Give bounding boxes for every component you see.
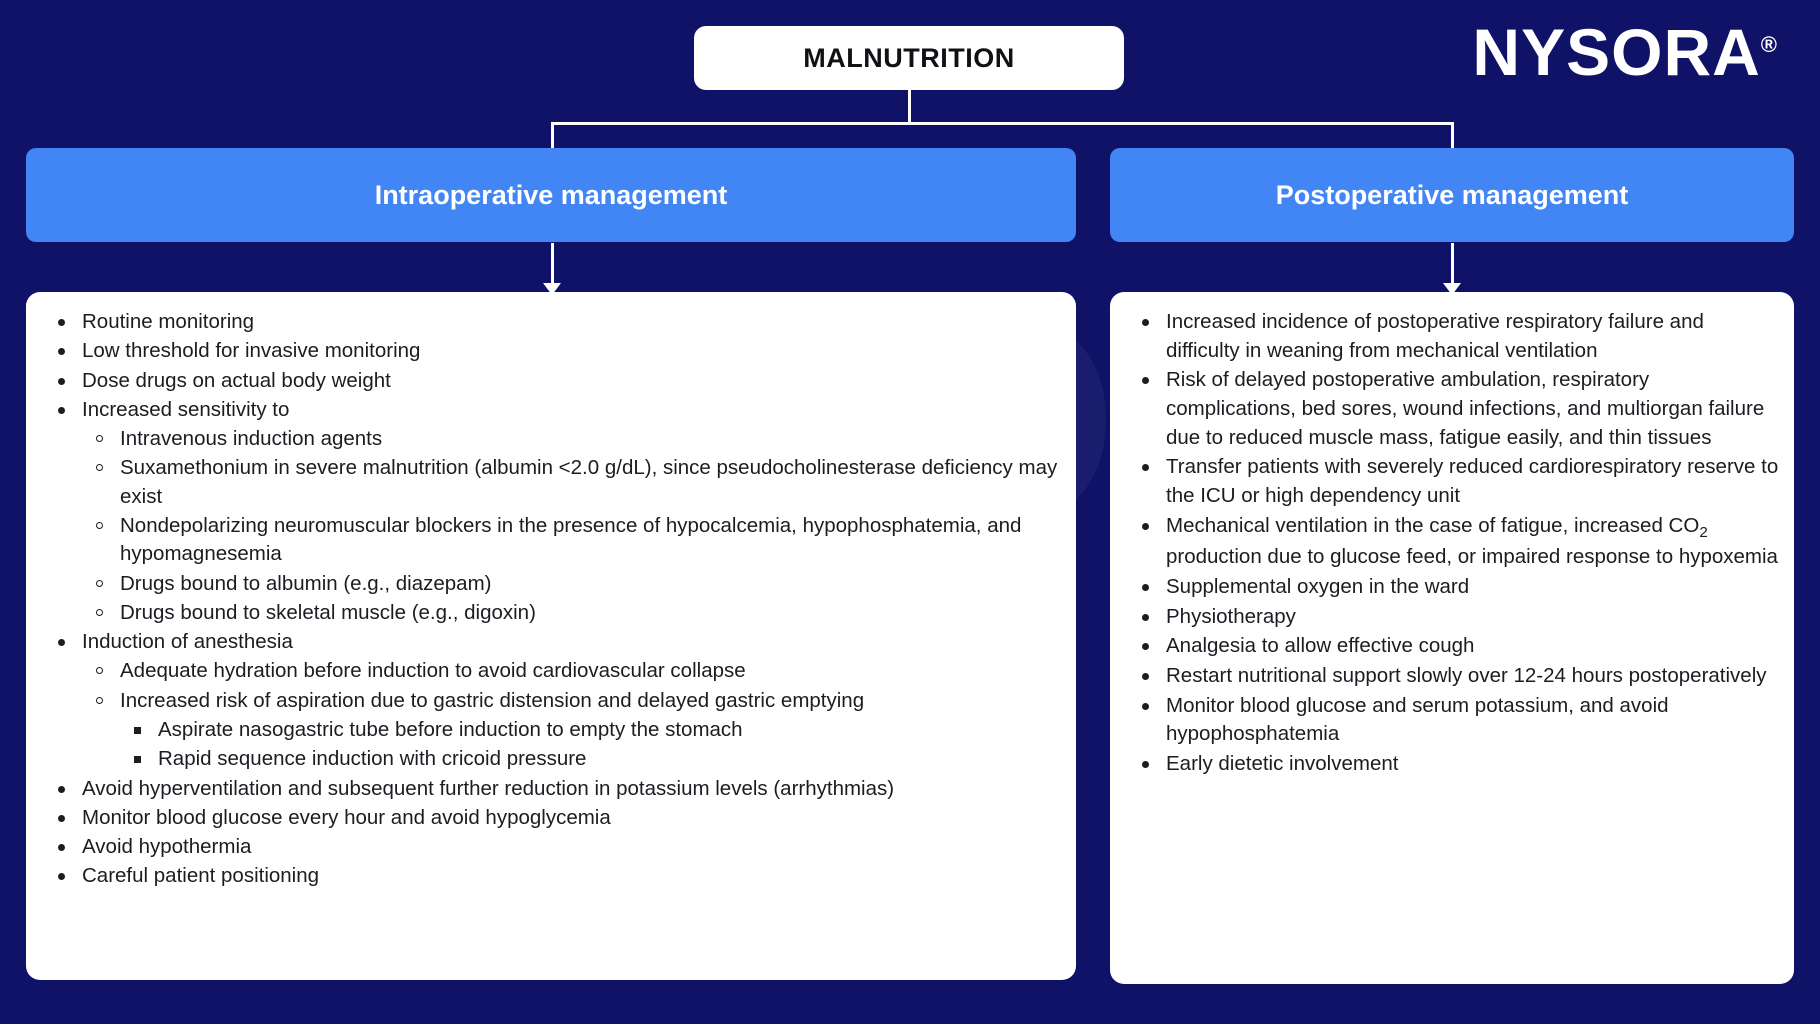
list-item [1132, 692, 1780, 749]
list-item [1132, 453, 1780, 510]
list-item-text: Routine monitoring [82, 310, 255, 333]
list-item [1132, 573, 1780, 602]
list-item-text: Intravenous induction agents [120, 427, 383, 451]
list-item-text: Risk of delayed postoperative ambulation, respiratory complications, bed sores, wound infections, and multiorgan failure due to reduced muscle mass, fatigue easily, and thin tissues [1166, 368, 1765, 449]
list-item [1132, 750, 1780, 779]
list-item-text: Transfer patients with severely reduced cardiorespiratory reserve to the ICU or high dependency unit [1166, 455, 1779, 508]
list-item [48, 833, 1062, 861]
diagram-title-box [694, 26, 1124, 90]
column-header-postoperative [1110, 148, 1794, 242]
list-item-text: Supplemental oxygen in the ward [1166, 574, 1470, 598]
card-postoperative-management [1110, 292, 1794, 984]
list-item-text: Nondepolarizing neuromuscular blockers in the presence of hypocalcemia, hypophosphatemia, and hypomagnesemia [120, 513, 1022, 566]
list-item [48, 337, 1062, 365]
list-item [86, 512, 1062, 569]
list-item [86, 570, 1062, 598]
list-item-text: Increased sensitivity to [82, 397, 290, 421]
list-item [1132, 603, 1780, 632]
list-item-text: Analgesia to allow effective cough [1166, 634, 1475, 658]
list-item-text: Avoid hyperventilation and subsequent further reduction in potassium levels (arrhythmias) [82, 776, 895, 800]
list-item-text: Physiotherapy [1166, 604, 1296, 628]
list-item [86, 599, 1062, 627]
list-item-text: Avoid hypothermia [82, 835, 252, 859]
list-item-text: Drugs bound to skeletal muscle (e.g., digoxin) [120, 600, 536, 624]
list-item-text: Suxamethonium in severe malnutrition (albumin <2.0 g/dL), since pseudocholinesterase deficiency may exist [120, 456, 1058, 508]
list-item-text: Induction of anesthesia [82, 630, 293, 654]
list-item-text: Early dietetic involvement [1166, 751, 1399, 775]
list-item-text: Dose drugs on actual body weight [82, 368, 391, 392]
list-item-text: Restart nutritional support slowly over 12-24 hours postoperatively [1166, 663, 1767, 687]
list-item [1132, 512, 1780, 572]
list-item-text: Increased incidence of postoperative respiratory failure and difficulty in weaning from mechanical ventilation [1166, 310, 1704, 362]
list-item [48, 308, 1062, 336]
connector-left-drop-2 [551, 243, 554, 285]
card-intraoperative-management [26, 292, 1076, 980]
list-item [86, 687, 1062, 715]
page-title: MALNUTRITION [803, 42, 1015, 73]
list-item [1132, 662, 1780, 691]
list-item [1132, 366, 1780, 452]
list-item [48, 804, 1062, 832]
list-item [1132, 632, 1780, 661]
connector-left-drop [551, 122, 554, 150]
list-intraoperative [26, 292, 1076, 902]
connector-stem [908, 90, 911, 124]
list-item-text: Aspirate nasogastric tube before induction to empty the stomach [158, 717, 743, 741]
list-item [86, 657, 1062, 685]
list-item [124, 716, 1062, 744]
column-header-label: Postoperative management [1275, 179, 1629, 210]
list-item [1132, 308, 1780, 365]
list-postoperative [1110, 292, 1794, 790]
connector-right-drop-2 [1451, 243, 1454, 285]
list-item [48, 775, 1062, 803]
list-item-text: Drugs bound to albumin (e.g., diazepam) [120, 571, 492, 595]
list-item-text: Increased risk of aspiration due to gastric distension and delayed gastric emptying [120, 688, 865, 712]
registered-trademark-icon: ® [1760, 32, 1778, 57]
list-item-text: Rapid sequence induction with cricoid pressure [158, 747, 587, 771]
list-item-text: Adequate hydration before induction to avoid cardiovascular collapse [120, 659, 746, 683]
column-header-intraoperative [26, 148, 1076, 242]
nysora-logo [1472, 14, 1778, 90]
connector-horizontal [551, 122, 1454, 125]
list-item [48, 862, 1062, 890]
column-header-label: Intraoperative management [374, 179, 728, 210]
list-item [124, 745, 1062, 773]
connector-right-drop [1451, 122, 1454, 150]
list-item-text: Mechanical ventilation in the case of fatigue, increased $CO_2$ production due to glucose feed, or impaired response to hypoxemia [1166, 513, 1778, 569]
list-item-text: Monitor blood glucose every hour and avoid hypoglycemia [82, 805, 611, 829]
list-item [86, 454, 1062, 511]
list-item [86, 425, 1062, 453]
list-item-text: Low threshold for invasive monitoring [82, 339, 421, 363]
list-item-text: Careful patient positioning [82, 864, 320, 888]
list-item [48, 396, 1062, 424]
list-item [48, 367, 1062, 395]
list-item-text: Monitor blood glucose and serum potassium, and avoid hypophosphatemia [1166, 693, 1669, 746]
brand-name: NYSORA [1472, 15, 1761, 89]
list-item [48, 628, 1062, 656]
